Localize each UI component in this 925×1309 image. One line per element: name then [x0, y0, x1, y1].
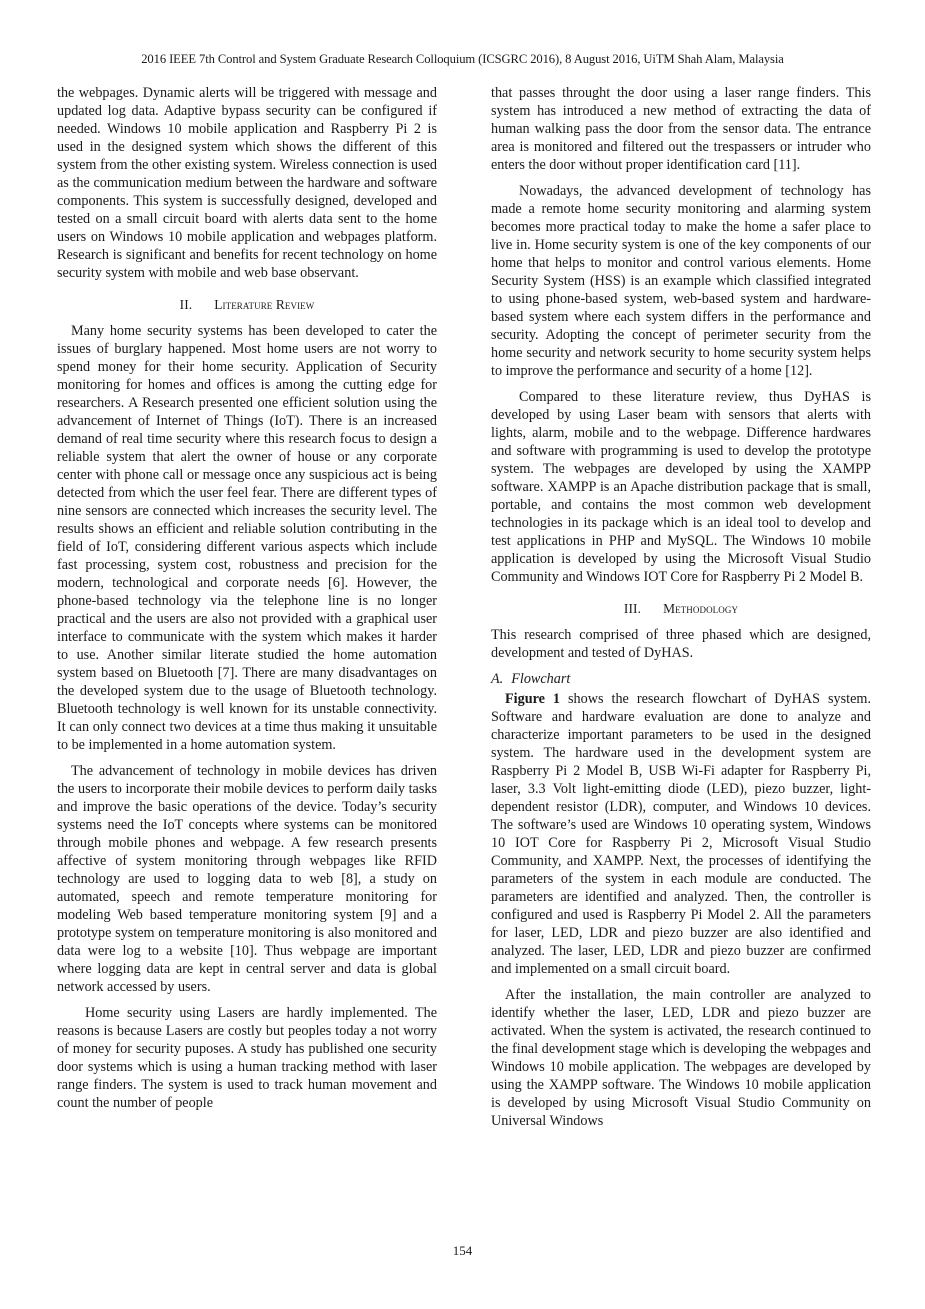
literature-paragraph: The advancement of technology in mobile devices has driven the users to incorporate their mobile devices to perform daily tasks and improve the basic operations of the device. Today’s security systems need the IoT concepts where systems can be monitored through mobile phones and webpage. A few research presents affective of system monitoring through webpages like RFID technology are used to logging data to web [8], a study on automated, speech and remote temperature monitoring for modeling Web based temperature monitoring system [9] and a prototype system on temperature monitoring is also monitored and data were log to a website [10]. Thus webpage are important where logging data are kept in central server and data is global network accessed by users.	[57, 763, 437, 995]
section-number: III.	[623, 601, 642, 616]
section-title: Methodology	[663, 601, 739, 616]
literature-paragraph: Compared to these literature review, thus DyHAS is developed by using Laser beam with sensors that alerts with lights, alarm, mobile and to the webpage. Difference hardwares and software with programming is used to develop the prototype system. The webpages are developed by using the XAMPP software. XAMPP is an Apache distribution package that is small, portable, and contains the most common web development technologies in its package which is an ideal tool to develop and test applications in PHP and MySQL. The Windows 10 mobile application is developed by using the Microsoft Visual Studio Community and Windows IOT Core for Raspberry Pi 2 Model B.	[491, 389, 871, 585]
section-heading-literature-review	[57, 296, 437, 314]
literature-paragraph: Home security using Lasers are hardly implemented. The reasons is because Lasers are costly but peoples today a not worry of money for security puposes. A study has published one security door systems which is using a human tracking method with laser range finders. The system is used to track human movement and count the number of people	[57, 1005, 437, 1111]
figure-reference: Figure 1	[505, 691, 561, 707]
page-number: 154	[452, 1243, 473, 1258]
methodology-intro-paragraph: This research comprised of three phased which are designed, development and tested of DyHAS.	[491, 627, 871, 661]
section-title: Literature Review	[214, 297, 315, 312]
flowchart-paragraph: After the installation, the main controller are analyzed to identify whether the laser, LED, LDR and piezo buzzer are activated. When the system is activated, the research continued to the final development stage which is developing the webpages and Windows 10 mobile application. The webpages are developed by using the XAMPP software. The Windows 10 mobile application is developed by using Microsoft Visual Studio Community on Universal Windows	[491, 987, 871, 1129]
left-column	[57, 84, 437, 1120]
flowchart-paragraph-text: shows the research flowchart of DyHAS system. Software and hardware evaluation are done to analyze and characterize important parameters to be used in the designed system. The hardware used in the development system are Raspberry Pi 2 Model B, USB Wi-Fi adapter for Raspberry Pi, laser, 3.3 Volt light-emitting diode (LED), piezo buzzer, light-dependent resistor (LDR), computer, and Windows 10 devices. The software’s used are Windows 10 operating system, Windows 10 IOT Core for Raspberry Pi 2, Microsoft Visual Studio Community, and XAMPP. Next, the processes of identifying the parameters of the system in each module are conducted. The parameters are identified and analyzed. Then, the controller is configured and used is Raspberry Pi Model 2. All the parameters for laser, LED, LDR and piezo buzzer are also identified and analyzed. The laser, LED, LDR and piezo buzzer are confirmed and implemented on a small circuit board.	[491, 691, 871, 977]
literature-paragraph: Many home security systems has been developed to cater the issues of burglary happened. Most home users are not worry to spend money for their home security. Application of Security monitoring for homes and offices is among the cutting edge for researchers. A Research presented one efficient solution using the advancement of Internet of Things (IoT). There is an increased demand of real time security where this research focus to design a reliable system that alert the owner of house or any corporate center with phone call or message once any suspicious act is being detected from which the user feel fear. There are different types of nine sensors are connected which increases the security level. The results shows an efficient and reliable solution contributing in the field of IoT, considering different various aspects which include fast processing, system cost, robustness and precision for the modern, technological and corporate needs [6]. However, the phone-based technology via the telephone line is no longer practical and the users are also not provided with a graphical user interface to communicate with the system which makes it harder to use. Another similar literate studied the home automation system based on Bluetooth [7]. There are many disadvantages on the developed system due to the usage of Bluetooth technology. Bluetooth technology is well known for its unstable connectivity. It can only connect two devices at a time thus making it unsuitable to be implemented in a home automation system.	[57, 323, 437, 753]
subsection-heading-flowchart	[491, 670, 871, 688]
section-heading-methodology	[491, 600, 871, 618]
right-column	[491, 84, 871, 1138]
flowchart-paragraph	[491, 690, 871, 978]
subsection-title: Flowchart	[511, 671, 571, 687]
running-header: 2016 IEEE 7th Control and System Graduate Research Colloquium (ICSGRC 2016), 8 August 2016, UiTM Shah Alam, Malaysia	[141, 52, 784, 66]
section-number: II.	[179, 297, 193, 312]
literature-paragraph: Nowadays, the advanced development of technology has made a remote home security monitoring and alarming system becomes more practical today to make the home a safer place to live in. Home security system is one of the key components of our home that helps to monitor and control various elements. Home Security System (HSS) is an example which classified integrated to using phone-based system, web-based system and hardware-based system where each system differs in the performance and security. Adopting the concept of perimeter security from the home security and network security to home security system helps to improve the performance and security of a home [12].	[491, 183, 871, 379]
intro-continuation-paragraph: the webpages. Dynamic alerts will be triggered with message and updated log data. Adaptive bypass security can be configured if needed. Windows 10 mobile application and Raspberry Pi 2 is used in the designed system which shows the different of this system from the other existing system. Wireless connection is used as the communication medium between the hardware and software components. This system is successfully designed, developed and tested on a small circuit board with alerts data sent to the home users on Windows 10 mobile application and webpages platform. Research is significant and benefits for recent technology on home security system with mobile and web base observant.	[57, 85, 437, 281]
literature-paragraph-continuation: that passes throught the door using a laser range finders. This system has introduced a new method of extracting the data of human walking pass the door from the sensor data. The entrance area is monitored and filtered out the trespassers or intruder who enters the door without proper identification card [11].	[491, 85, 871, 173]
subsection-letter: A.	[491, 671, 504, 687]
